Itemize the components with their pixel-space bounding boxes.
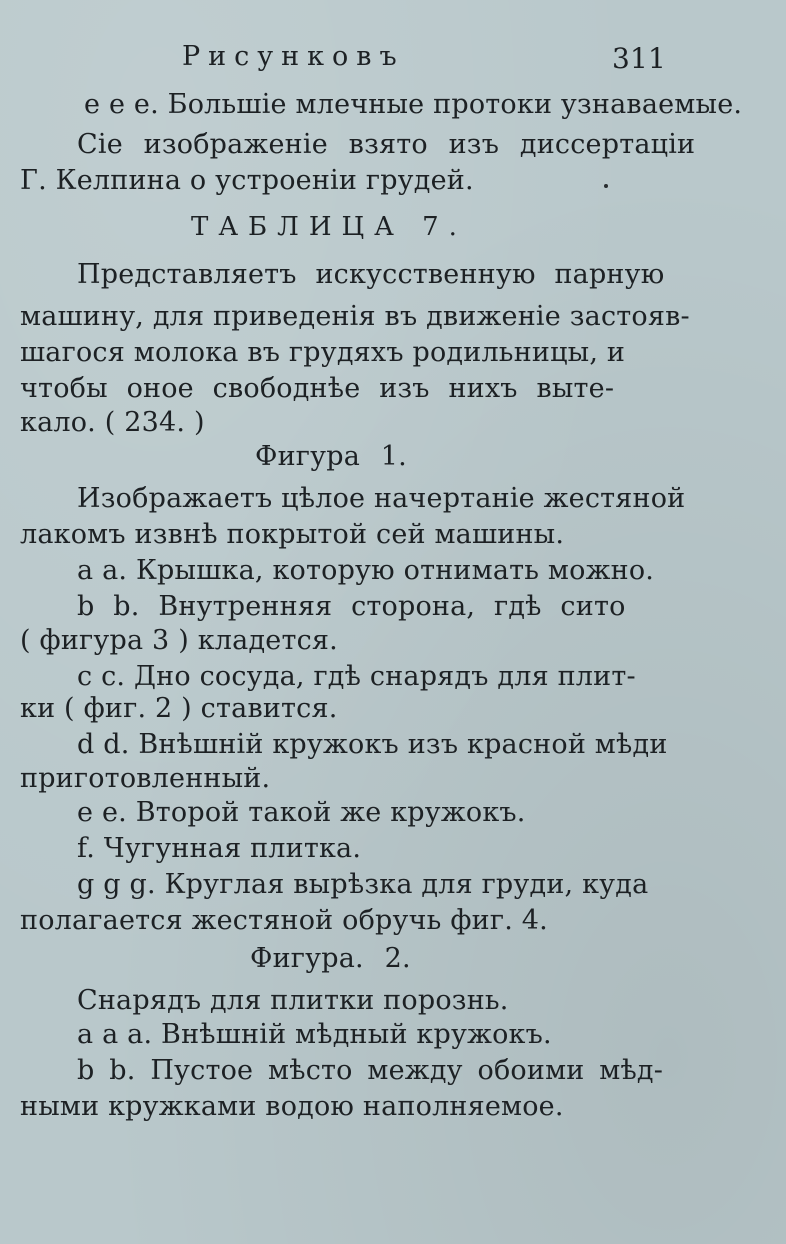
text-line: Представляетъ искусственную парную: [77, 259, 665, 290]
running-header-title: Рисунковъ: [182, 41, 405, 72]
text-line: Г. Келпина о устроеніи грудей.: [20, 165, 474, 196]
text-line: с с. Дно сосуда, гдѣ снарядъ для плит-: [77, 661, 636, 692]
text-line: шагося молока въ грудяхъ родильницы, и: [20, 337, 626, 368]
text-line: лакомъ извнѣ покрытой сей машины.: [20, 519, 565, 550]
figure-heading-2: Фигура. 2.: [250, 943, 411, 974]
text-line: е е е. Большіе млечные протоки узнаваемые.: [84, 89, 743, 120]
text-line: чтобы оное свободнѣе изъ нихъ выте-: [20, 373, 615, 404]
text-line: Изображаетъ цѣлое начертаніе жестяной: [77, 483, 686, 514]
section-heading-table-7: ТАБЛИЦА 7.: [191, 212, 467, 242]
text-line: ными кружками водою наполняемое.: [20, 1091, 564, 1122]
figure-heading-1: Фигура 1.: [255, 441, 407, 472]
text-line: Сіе изображеніе взято изъ диссертаціи: [77, 129, 696, 160]
ink-dot: [604, 184, 608, 188]
text-line: f. Чугунная плитка.: [77, 833, 362, 864]
text-line: полагается жестяной обручь фиг. 4.: [20, 905, 548, 936]
text-line: ки ( фиг. 2 ) ставится.: [20, 693, 338, 724]
text-line: а а. Крышка, которую отнимать можно.: [77, 555, 655, 586]
text-line: кало. ( 234. ): [20, 407, 205, 438]
page-number: 311: [612, 42, 667, 75]
text-line: g g g. Круглая вырѣзка для груди, куда: [77, 869, 649, 900]
text-line: Снарядъ для плитки порознь.: [77, 985, 509, 1016]
text-line: приготовленный.: [20, 763, 271, 794]
text-line: а а а. Внѣшній мѣдный кружокъ.: [77, 1019, 552, 1050]
text-line: ( фигура 3 ) кладется.: [20, 625, 338, 656]
text-line: b b. Пустое мѣсто между обоими мѣд-: [77, 1055, 664, 1086]
text-line: машину, для приведенія въ движеніе застояв-: [20, 301, 690, 332]
text-line: d d. Внѣшній кружокъ изъ красной мѣди: [77, 729, 668, 760]
text-line: b b. Внутренняя сторона, гдѣ сито: [77, 591, 626, 622]
text-line: е е. Второй такой же кружокъ.: [77, 797, 526, 828]
